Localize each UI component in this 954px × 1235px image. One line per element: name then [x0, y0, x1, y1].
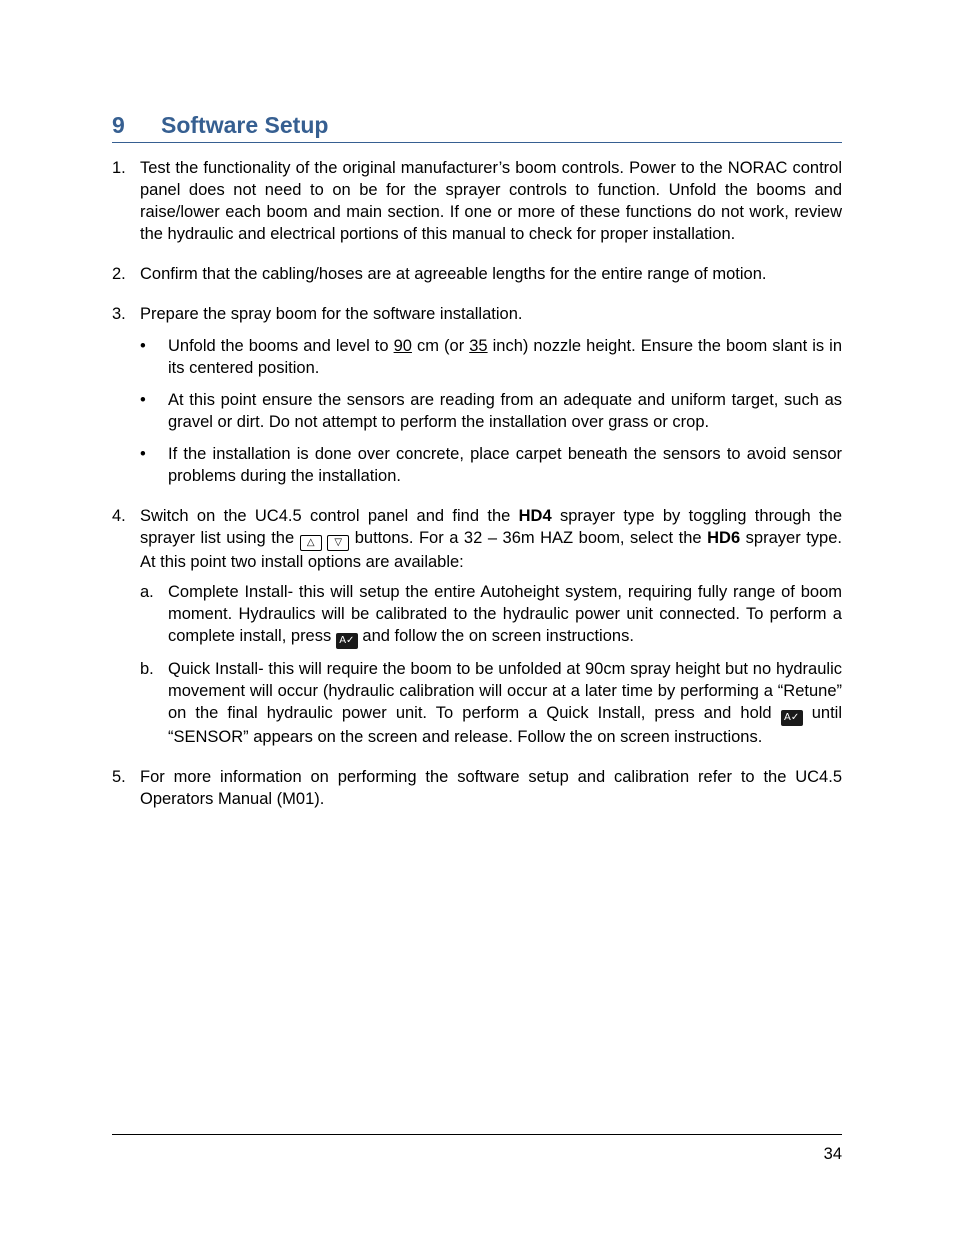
bullet-dot: •	[140, 337, 146, 355]
bullet-item: • At this point ensure the sensors are reading from an adequate and uniform target, such as gravel or dirt. Do not attempt to perform the installation over grass or crop.	[140, 391, 842, 431]
document-body	[112, 157, 842, 828]
step-2	[112, 263, 842, 285]
step-number: 2.	[112, 265, 126, 283]
height-inch-value: 35	[469, 337, 488, 355]
step-1	[112, 157, 842, 245]
section-number: 9	[112, 112, 125, 138]
step-number: 5.	[112, 768, 126, 786]
step-3-bullets	[140, 335, 842, 487]
step-text: Prepare the spray boom for the software installation.	[140, 305, 523, 323]
step-5	[112, 766, 842, 810]
hd4-label: HD4	[518, 507, 552, 525]
bullet-item: • If the installation is done over concrete, place carpet beneath the sensors to avoid sensor problems during the installation.	[140, 445, 842, 485]
bullet-dot: •	[140, 445, 146, 463]
bullet-item: • Unfold the booms and level to 90 cm (or 35 inch) nozzle height. Ensure the boom slant is in its centered position.	[140, 337, 842, 377]
install-option-quick: b. Quick Install- this will require the boom to be unfolded at 90cm spray height but no hydraulic movement will occur (hydraulic calibration will occur at a later time by performing a “Retune” on the final hydraulic power unit. To perform a Quick Install, press and hold A✓ until “SENSOR” appears on the screen and release. Follow the on screen instructions.	[140, 660, 842, 746]
step-text: Confirm that the cabling/hoses are at agreeable lengths for the entire range of motion.	[140, 265, 767, 283]
steps-list	[112, 157, 842, 810]
hd6-label: HD6	[707, 529, 741, 547]
step-text: For more information on performing the software setup and calibration refer to the UC4.5 Operators Manual (M01).	[140, 768, 842, 808]
section-heading	[112, 112, 842, 143]
footer-divider	[112, 1134, 842, 1135]
down-arrow-key-icon: ▽	[327, 535, 349, 551]
auto-check-key-icon: A✓	[336, 633, 358, 649]
up-arrow-key-icon: △	[300, 535, 322, 551]
option-letter: a.	[140, 583, 154, 601]
option-letter: b.	[140, 660, 154, 678]
step-number: 1.	[112, 159, 126, 177]
height-cm-value: 90	[393, 337, 412, 355]
step-number: 3.	[112, 305, 126, 323]
step-3	[112, 303, 842, 487]
step-4: 4. Switch on the UC4.5 control panel and find the HD4 sprayer type by toggling through the sprayer list using the △ ▽ buttons. For a 32 – 36m HAZ boom, select the HD6 sprayer type. At this point two install options are available: a. Complete Install- this will setup the entire Autoheight system, requiring fully range of boom moment. Hydraulics will be calibrated to the hydraulic power unit connected. To perform a complete install, press A✓ and follow the on screen instructions. b. Quick Install- this will require the boom to be unfolded at 90cm spray height but no hydraulic movement will occur (hydraulic calibration will occur at a later time by performing a “Retune” on the final hydraulic power unit. To perform a Quick Install, press and hold A✓ until “SENSOR” appears on the screen and release. Follow the on screen instructions.	[112, 507, 842, 746]
bullet-dot: •	[140, 391, 146, 409]
step-text: Test the functionality of the original manufacturer’s boom controls. Power to the NORAC control panel does not need to on be for the sprayer controls to function. Unfold the booms and raise/lower each boom and main section. If one or more of these functions do not work, review the hydraulic and electrical portions of this manual to check for proper installation.	[140, 159, 842, 243]
auto-check-key-icon: A✓	[781, 710, 803, 726]
section-title: Software Setup	[161, 112, 329, 138]
install-option-complete: a. Complete Install- this will setup the entire Autoheight system, requiring fully range of boom moment. Hydraulics will be calibrated to the hydraulic power unit connected. To perform a complete install, press A✓ and follow the on screen instructions.	[140, 581, 842, 649]
page-number: 34	[823, 1145, 842, 1163]
install-options	[140, 581, 842, 748]
step-number: 4.	[112, 507, 126, 525]
